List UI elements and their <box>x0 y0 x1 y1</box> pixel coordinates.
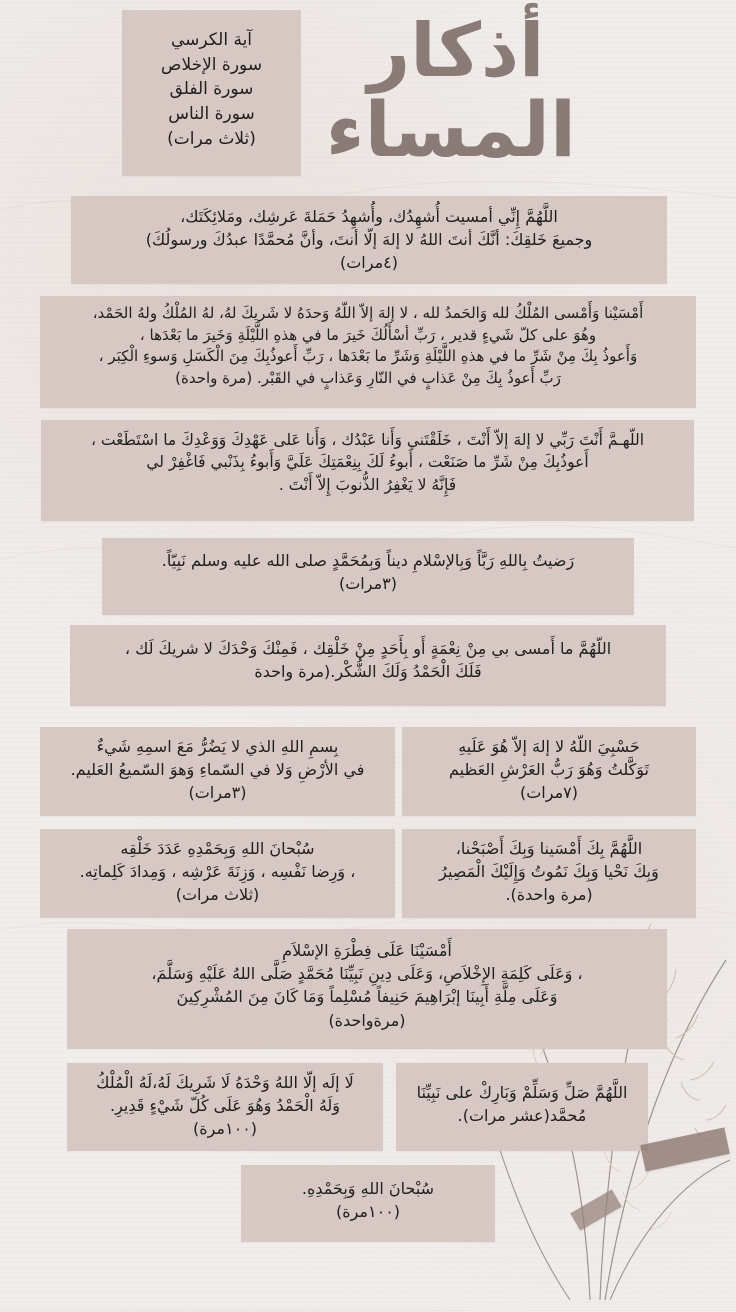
page-title <box>325 8 576 175</box>
surahs-card <box>122 10 301 176</box>
card-line: (١٠٠مرة) <box>192 1119 258 1139</box>
card-line: (ثلاث مرات) <box>175 885 260 905</box>
surah-line: (ثلاث مرات) <box>167 128 256 149</box>
card-line: سُبْحانَ اللهِ وَبِحَمْدِهِ. <box>301 1179 435 1198</box>
card-line: أَمْسَيْنا وَأَمْسى المُلْكُ لله وَالحَمدُ لله ، لا إلهَ إلاّ اللّهُ وَحدَهُ لا شَريكَ لهُ، لهُ المُلْكُ ولهُ الحَمْد، <box>92 304 644 322</box>
card-line: اللَّهُمَّ إِنِّي أمسيت أُشهِدُك، وأُشهِدُ حَمَلةَ عَرشِك، ومَلائِكَتَك، <box>180 207 558 226</box>
card-line: وَبِكَ نَحْيا وَبِكَ نَمُوتُ وَإِلَيْكَ الْمَصِيرُ <box>439 862 659 882</box>
surah-line: آية الكرسي <box>170 30 253 50</box>
card-line: (٤مرات) <box>340 253 398 273</box>
dhikr-card-5 <box>70 625 666 706</box>
card-line: فَلَكَ الْحَمْدُ وَلَكَ الشُّكْر.(مرة واحدة <box>254 662 482 682</box>
card-line: (مرةواحدة) <box>328 1010 406 1030</box>
dhikr-card-11 <box>67 1063 383 1151</box>
dhikr-card-13 <box>241 1165 495 1242</box>
card-line: حَسْبِيَ اللّهُ لا إلهَ إلاّ هُوَ عَلَيهِ <box>458 737 640 756</box>
dhikr-card-7 <box>402 727 696 816</box>
tape-decoration <box>640 1127 730 1171</box>
card-line: لَا إلَه إلّا اللهُ وَحْدَهُ لَا شَرِيكَ لَهُ،لَهُ الْمُلْكُ <box>96 1073 354 1092</box>
dhikr-card-12 <box>396 1063 648 1151</box>
dhikr-card-8 <box>40 829 395 918</box>
card-line: (٣مرات) <box>188 783 247 803</box>
tape-decoration-small <box>570 1189 622 1230</box>
card-line: سُبْحانَ اللهِ وَبِحَمْدِهِ عَدَدَ خَلْقِه <box>120 839 315 858</box>
card-line: اللَّهُمَّ بِكَ أَمْسَينا وَبِكَ أَصْبَحْنا، <box>455 839 643 858</box>
card-line: أَعوذُبِكَ مِنْ شَرِّ ما صَنَعْت ، أَبوءُ لَكَ بِنِعْمَتِكَ عَلَيَّ وَأَبوءُ بِذَنْبي فَاغْفِرْ لي <box>146 453 589 472</box>
dhikr-card-2 <box>40 296 696 408</box>
dhikr-card-10 <box>67 929 667 1049</box>
card-line: رَبِّ أَعوذُ بِكَ مِنْ عَذابٍ في النّارِ وَعَذابٍ في القَبْر. (مرة واحدة) <box>175 368 561 387</box>
card-line: وجميعَ خَلقِكَ: أنَّكَ أنتَ اللهُ لا إلهَ إلّا أنتَ، وأنَّ مُحمَّدًا عبدُكَ ورسولُكَ) <box>145 230 593 250</box>
card-line: تَوَكَّلتُ وَهُوَ رَبُّ العَرْشِ العَظيم <box>449 760 649 780</box>
card-line: اللّهـمَّ أَنْتَ رَبِّي لا إلهَ إلاّ أَنْتَ ، خَلَقْتَني وَأَنا عَبْدُك ، وَأَنا عَلى عَهْدِكَ وَوَعْدِكَ ما اسْتَطَعْت ، <box>90 431 645 449</box>
dhikr-card-3 <box>41 420 694 521</box>
title-line-1: أذكار <box>367 8 545 94</box>
surah-line: سورة الإخلاص <box>160 54 263 75</box>
card-line: وَأَعوذُ بِكَ مِنْ شَرِّ ما في هذهِ اللَّيْلَةِ وَشَرِّ ما بَعْدَها ، رَبِّ أَعوذُبِكَ مِنَ الْكَسَلِ وَسوءِ الْكِبَر ، <box>98 347 638 366</box>
card-line: وَلَهُ الْحَمْدُ وَهُوَ عَلَى كُلّ شَيْءٍ قَدِيرِ. <box>109 1096 340 1116</box>
card-line: (١٠٠مرة) <box>335 1202 401 1222</box>
card-line: وَعَلَى مِلَّةِ أَبِينَا إبْرَاهِيمَ حَنِيفاً مُسْلِماً وَمَا كَانَ مِنَ المُشْرِكِينَ <box>176 987 558 1007</box>
dhikr-card-6 <box>40 727 395 816</box>
card-line: بِسمِ اللهِ الذي لا يَضُرُّ مَعَ اسمِهِ شَيءٌ <box>96 737 339 756</box>
card-line: ، وَعَلَى كَلِمَةِ الإِخْلاَصِ، وَعَلَى دِينِ نَبِيِّنَا مُحَمَّدٍ صَلَّى اللهُ عَلَيْهِ وَسَلَّمَ، <box>151 964 583 984</box>
card-line: فَإِنَّهُ لا يَغْفِرُ الذُّنوبَ إِلاّ أَنْتَ . <box>278 475 457 494</box>
card-line: مُحمَّد(عشر مرات). <box>457 1106 587 1126</box>
card-line: اللّهُمَّ ما أَمسى بي مِنْ نِعْمَةٍ أَو بِأَحَدٍ مِنْ خَلْقِك ، فَمِنْكَ وَحْدَكَ لا شريكَ لَك ، <box>124 639 612 658</box>
card-line: وهُوَ على كلّ شَيءٍ قدير ، رَبِّ أسْأَلُكَ خَيرَ ما في هذهِ اللَّيْلَةِ وَخَيرَ ما بَعْدَها ، <box>139 325 597 344</box>
dhikr-card-9 <box>402 829 696 918</box>
card-line: (٧مرات) <box>520 783 578 803</box>
title-line-2: المساء <box>325 85 576 175</box>
surah-line: سورة الناس <box>168 103 255 124</box>
surah-line: سورة الفلق <box>169 79 254 100</box>
card-line: في الأرْضِ وَلا في السّماءِ وَهوَ السّميعُ العَليم. <box>70 760 365 780</box>
card-line: ، وَرِضا نَفْسِه ، وَزِنَةَ عَرْشِه ، وَمِدادَ كَلِماتِه. <box>79 862 356 882</box>
card-line: (٣مرات) <box>339 574 397 594</box>
dhikr-card-1 <box>71 196 667 284</box>
card-line: أَمْسَيْنَا عَلَى فِطْرَةِ الإسْلاَمِ <box>282 941 452 960</box>
dhikr-card-4 <box>102 538 634 615</box>
card-line: رَضيتُ بِاللهِ رَبَّاً وَبِالإسْلامِ ديناً وَبِمُحَمَّدٍ صلى الله عليه وسلم نَبِيّاً. <box>161 551 575 570</box>
card-line: (مرة واحدة). <box>505 885 593 905</box>
card-line: اللَّهُمَّ صَلِّ وَسَلِّمْ وَبَارِكْ على نَبِيِّنَا <box>416 1083 628 1102</box>
